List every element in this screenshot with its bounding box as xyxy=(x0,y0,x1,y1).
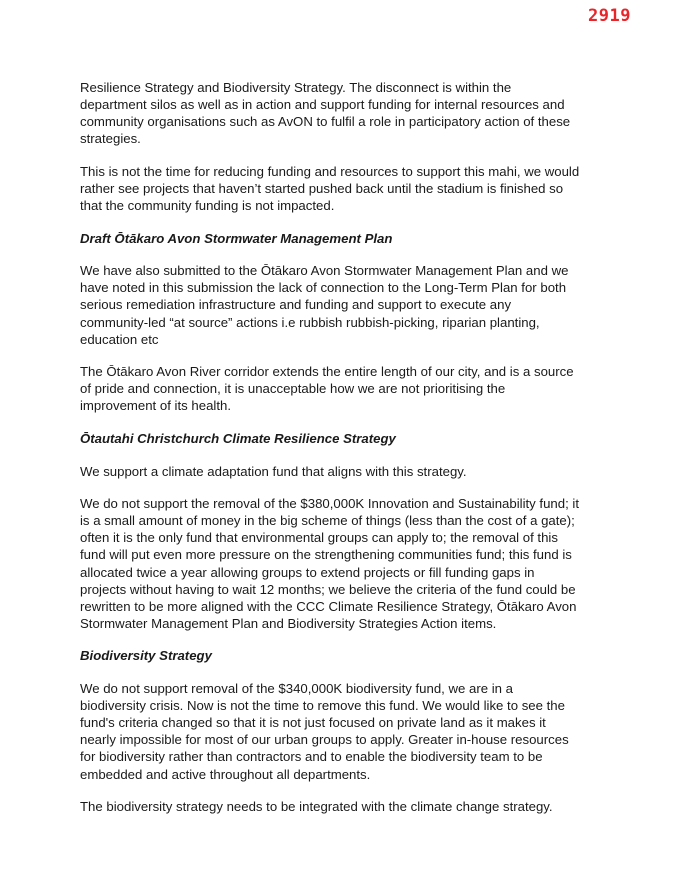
paragraph-funding-mahi: This is not the time for reducing funding and resources to support this mahi, we would rather see projects that haven’t started pushed back until the stadium is finished so that the community funding is not impacted. xyxy=(80,163,580,214)
heading-biodiversity-strategy: Biodiversity Strategy xyxy=(80,648,212,664)
heading-stormwater-plan: Draft Ōtākaro Avon Stormwater Management Plan xyxy=(80,230,393,246)
paragraph-biodiversity-fund: We do not support removal of the $340,000K biodiversity fund, we are in a biodiversity crisis. Now is not the time to remove this fund. We would like to see the fund's criteria changed so that it is not just focused on private land as it makes it nearly impossible for most of our urban groups to apply. Greater in-house resources for biodiversity rather than contractors and to enable the biodiversity team to be embedded and active throughout all departments. xyxy=(80,681,569,782)
heading-climate-resilience: Ōtautahi Christchurch Climate Resilience Strategy xyxy=(80,431,396,446)
paragraph-river-corridor: The Ōtākaro Avon River corridor extends the entire length of our city, and is a source of pride and connection, it is unacceptable how we are not prioritising the improvement of its health. xyxy=(80,364,574,414)
document-body xyxy=(80,79,580,831)
paragraph-stormwater-submission: We have also submitted to the Ōtākaro Avon Stormwater Management Plan and we have noted in this submission the lack of connection to the Long-Term Plan for both serious remediation infrastructure and funding and support to execute any community-led “at source” actions i.e rubbish rubbish-picking, riparian planting, education etc xyxy=(80,263,569,347)
paragraph-biodiversity-integration: The biodiversity strategy needs to be integrated with the climate change strategy. xyxy=(80,799,553,815)
paragraph-strategies-disconnect: Resilience Strategy and Biodiversity Strategy. The disconnect is within the department silos as well as in action and support funding for internal resources and community organisations such as AvON to fulfil a role in participatory action of these strategies. xyxy=(80,80,571,147)
paragraph-innovation-fund: We do not support the removal of the $380,000K Innovation and Sustainability fund; it is a small amount of money in the big scheme of things (less than the cost of a gate); often it is the only fund that environmental groups can apply to; the removal of this fund will put even more pressure on the strengthening communities fund; this fund is allocated twice a year allowing groups to extend projects or fill funding gaps in projects without having to wait 12 months; we believe the criteria of the fund could be rewritten to be more aligned with the CCC Climate Resilience Strategy, Ōtākaro Avon Stormwater Management Plan and Biodiversity Strategies Action items. xyxy=(80,496,580,631)
paragraph-climate-fund: We support a climate adaptation fund that aligns with this strategy. xyxy=(80,463,467,479)
page-number: 2919 xyxy=(588,6,631,26)
